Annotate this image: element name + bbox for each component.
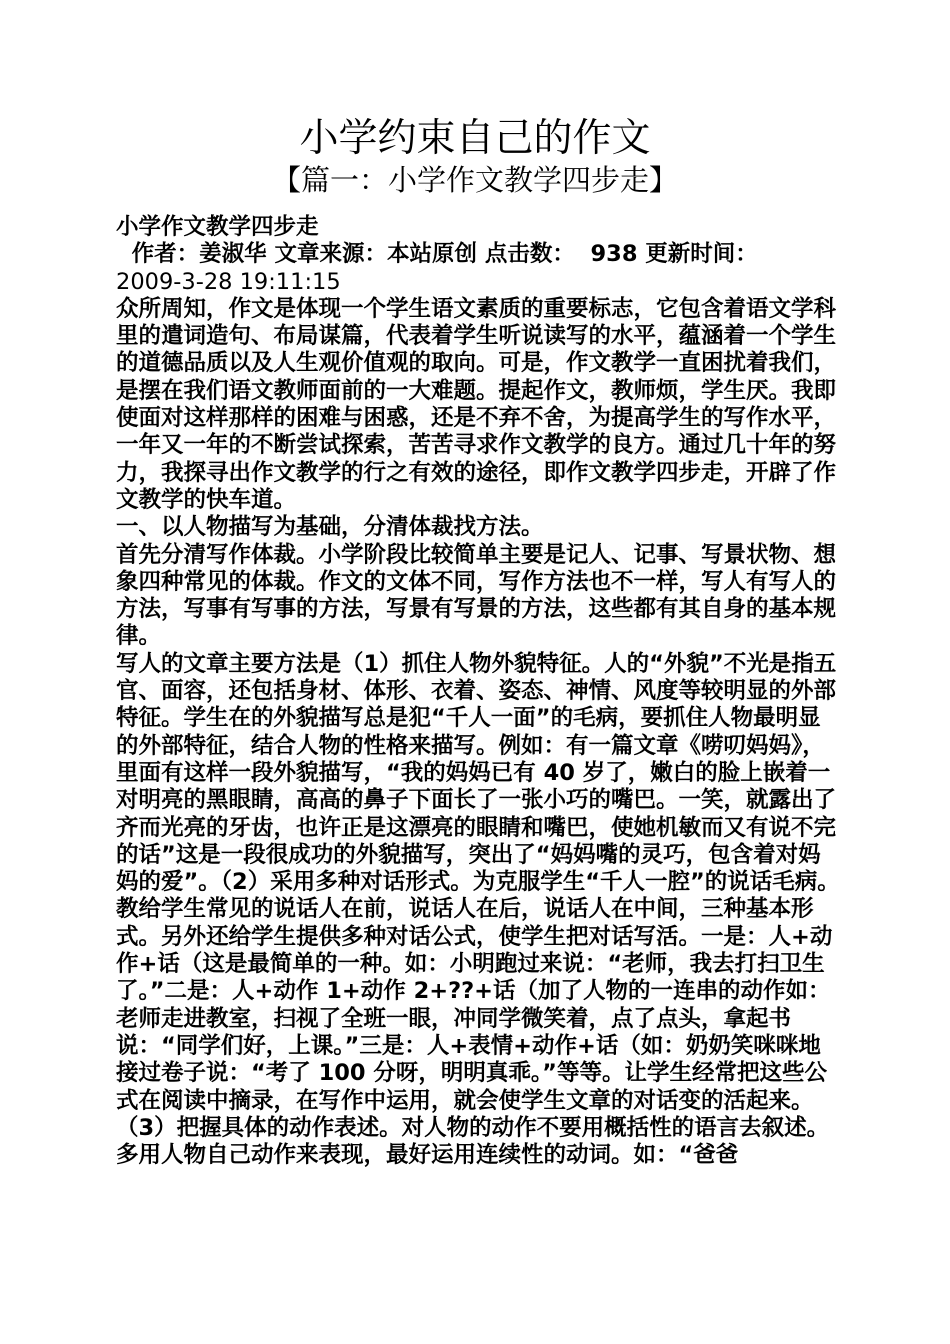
update-datetime: 2009-3-28 19:11:15 bbox=[116, 268, 341, 295]
section-heading: 一、以人物描写为基础，分清体裁找方法。 bbox=[116, 514, 544, 541]
document-title: 小学约束自己的作文 bbox=[299, 116, 651, 161]
paragraph: 首先分清写作体裁。小学阶段比较简单主要是记人、记事、写景状物、想象四种常见的体裁。作文的文体不同，写作方法也不一样，写人有写人的方法，写事有写事的方法，写景有写景的方法，这些都有其自身的基本规律。 bbox=[116, 541, 837, 650]
document-body bbox=[116, 214, 842, 1169]
meta-line: 作者：姜淑华 文章来源：本站原创 点击数： 938 更新时间： bbox=[116, 241, 758, 268]
paragraph: 写人的文章主要方法是（1）抓住人物外貌特征。人的“外貌”不光是指五官、面容，还包括身材、体形、衣着、姿态、神情、风度等较明显的外部特征。学生在的外貌描写总是犯“千人一面”的毛病，要抓住人物最明显的外部特征，结合人物的性格来描写。例如：有一篇文章《唠叨妈妈》，里面有这样一段外貌描写，“我的妈妈已有 40 岁了，嫩白的脸上嵌着一对明亮的黑眼睛，高高的鼻子下面长了一张小巧的嘴巴。一笑，就露出了齐而光亮的牙齿，也许正是这漂亮的眼睛和嘴巴，使她机敏而又有说不完的话”这是一段很成功的外貌描写，突出了“妈妈嘴的灵巧，包含着对妈妈的爱”。（2）采用多种对话形式。为克服学生“千人一腔”的说话毛病。教给学生常见的说话人在前，说话人在后，说话人在中间，三种基本形式。另外还给学生提供多种对话公式，使学生把对话写活。一是：人+动作+话（这是最简单的一种。如：小明跑过来说：“老师，我去打扫卫生了。”二是：人+动作 1+动作 2+??+话（加了人物的一连串的动作如：老师走进教室，扫视了全班一眼，冲同学微笑着，点了点头，拿起书说：“同学们好，上课。”三是：人+表情+动作+话（如：奶奶笑咪咪地接过卷子说：“考了 100 分呀，明明真乖。”等等。让学生经常把这些公式在阅读中摘录，在写作中运用，就会使学生文章的对话变的活起来。（3）把握具体的动作表述。对人物的动作不要用概括性的语言去叙述。多用人物自己动作来表现，最好运用连续性的动词。如：“爸爸 bbox=[116, 650, 840, 1169]
paragraph: 众所周知，作文是体现一个学生语文素质的重要标志，它包含着语文学科里的遣词造句、布局谋篇，代表着学生听说读写的水平，蕴涵着一个学生的道德品质以及人生观价值观的取向。可是，作文教学一直困扰着我们，是摆在我们语文教师面前的一大难题。提起作文，教师烦，学生厌。我即使面对这样那样的困难与困惑，还是不弃不舍，为提高学生的写作水平，一年又一年的不断尝试探索，苦苦寻求作文教学的良方。通过几十年的努力，我探寻出作文教学的行之有效的途径，即作文教学四步走，开辟了作文教学的快车道。 bbox=[116, 295, 837, 513]
article-heading: 小学作文教学四步走 bbox=[116, 214, 319, 240]
article-meta bbox=[116, 241, 842, 296]
document-subtitle: 【篇一：小学作文教学四步走】 bbox=[271, 163, 678, 197]
